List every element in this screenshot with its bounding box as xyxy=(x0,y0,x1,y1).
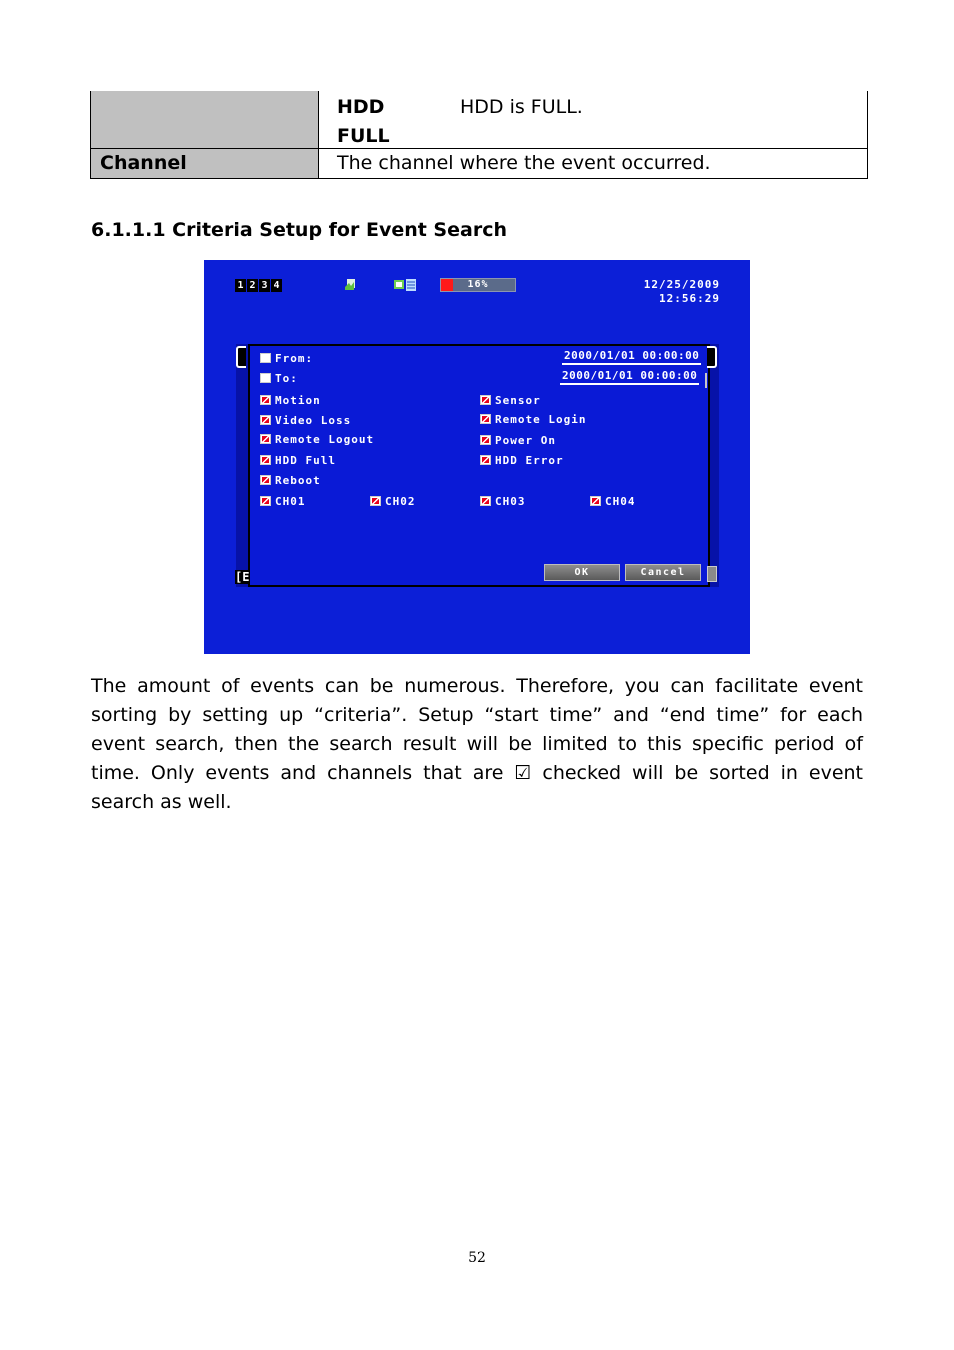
term-line: FULL xyxy=(337,125,390,147)
event-label: Remote Login xyxy=(495,412,587,426)
event-type-table xyxy=(90,91,868,179)
panel-right-bracket xyxy=(707,346,717,368)
from-checkbox[interactable] xyxy=(260,351,313,365)
event-label: Sensor xyxy=(495,393,541,407)
event-label: Remote Logout xyxy=(275,432,375,446)
channel-checkbox-ch04[interactable] xyxy=(590,494,636,508)
from-time-field[interactable]: 2000/01/01 00:00:00 xyxy=(562,349,701,365)
checkbox-checked-icon xyxy=(260,455,271,465)
channel-label: CH01 xyxy=(275,494,306,508)
channel-checkbox-ch01[interactable] xyxy=(260,494,306,508)
checkbox-unchecked-icon xyxy=(260,373,271,383)
checkbox-checked-icon xyxy=(480,496,491,506)
channel-number: 1 xyxy=(235,279,246,292)
checkbox-checked-icon xyxy=(260,496,271,506)
checkbox-checked-icon xyxy=(480,435,491,445)
table-row xyxy=(91,91,868,149)
to-label: To: xyxy=(275,371,298,385)
date-text: 12/25/2009 xyxy=(643,278,720,291)
event-checkbox-video-loss[interactable] xyxy=(260,413,351,427)
channel-checkbox-ch02[interactable] xyxy=(370,494,416,508)
channel-number: 4 xyxy=(271,279,282,292)
checkbox-checked-icon xyxy=(260,395,271,405)
row-description-channel: The channel where the event occurred. xyxy=(319,149,868,179)
event-checkbox-remote-logout[interactable] xyxy=(260,432,374,446)
cancel-button[interactable]: Cancel xyxy=(625,564,701,581)
scroll-handle[interactable] xyxy=(707,566,717,582)
event-checkbox-hdd-full[interactable] xyxy=(260,453,336,467)
dvr-event-search-screenshot xyxy=(204,260,750,654)
table-row xyxy=(91,149,868,179)
ok-button[interactable]: OK xyxy=(544,564,620,581)
event-checkbox-remote-login[interactable] xyxy=(480,412,586,426)
row-header-channel: Channel xyxy=(91,149,319,179)
channel-label: CH02 xyxy=(385,494,416,508)
term-line: HDD xyxy=(337,96,385,118)
event-checkbox-sensor[interactable] xyxy=(480,393,541,407)
checkbox-checked-icon xyxy=(480,395,491,405)
panel-left-marker: [E xyxy=(235,570,250,584)
event-label: Power On xyxy=(495,433,556,447)
checkbox-unchecked-icon xyxy=(260,353,271,363)
channel-label: CH03 xyxy=(495,494,526,508)
section-heading: 6.1.1.1 Criteria Setup for Event Search xyxy=(91,219,507,241)
to-checkbox[interactable] xyxy=(260,371,298,385)
event-label: HDD Error xyxy=(495,453,564,467)
panel-left-bracket xyxy=(236,346,246,368)
table-cell-empty xyxy=(91,91,319,149)
term-description: HDD is FULL. xyxy=(460,96,583,118)
checkbox-checked-icon xyxy=(590,496,601,506)
page-number: 52 xyxy=(468,1250,486,1266)
checkbox-checked-icon xyxy=(260,475,271,485)
channel-number: 2 xyxy=(247,279,258,292)
time-text: 12:56:29 xyxy=(659,292,720,305)
event-label: Reboot xyxy=(275,473,321,487)
record-status-icon xyxy=(393,278,417,292)
event-checkbox-motion[interactable] xyxy=(260,393,321,407)
term-hdd-full xyxy=(337,93,417,151)
scrollbar-track xyxy=(705,373,707,388)
event-label: HDD Full xyxy=(275,453,336,467)
event-label: Video Loss xyxy=(275,413,352,427)
checkbox-checked-icon xyxy=(260,434,271,444)
event-label: Motion xyxy=(275,393,321,407)
checkbox-checked-icon xyxy=(480,455,491,465)
table-cell-hdd-full xyxy=(319,91,868,149)
hdd-usage-bar xyxy=(440,278,516,292)
hdd-usage-label: 16% xyxy=(467,279,489,290)
channel-number: 3 xyxy=(259,279,270,292)
checkbox-checked-icon xyxy=(370,496,381,506)
event-checkbox-power-on[interactable] xyxy=(480,433,556,447)
channel-number-strip xyxy=(235,279,282,292)
datetime-display xyxy=(644,278,720,306)
from-label: From: xyxy=(275,351,314,365)
channel-label: CH04 xyxy=(605,494,636,508)
body-paragraph: The amount of events can be numerous. Therefore, you can facilitate event sorting by setting up “criteria”. Setup “start time” and “end time” for each event search, then the search result will be limited to this specific period of time. Only events and channels that are ☑ checked will be sorted in event search as well. xyxy=(91,675,863,813)
panel-left-frame xyxy=(236,344,248,587)
event-checkbox-hdd-error[interactable] xyxy=(480,453,564,467)
checkbox-checked-icon xyxy=(480,414,491,424)
checkbox-checked-icon xyxy=(260,415,271,425)
channel-checkbox-ch03[interactable] xyxy=(480,494,526,508)
to-time-field[interactable]: 2000/01/01 00:00:00 xyxy=(560,369,699,385)
event-checkbox-reboot[interactable] xyxy=(260,473,321,487)
network-status-icon xyxy=(344,278,356,292)
